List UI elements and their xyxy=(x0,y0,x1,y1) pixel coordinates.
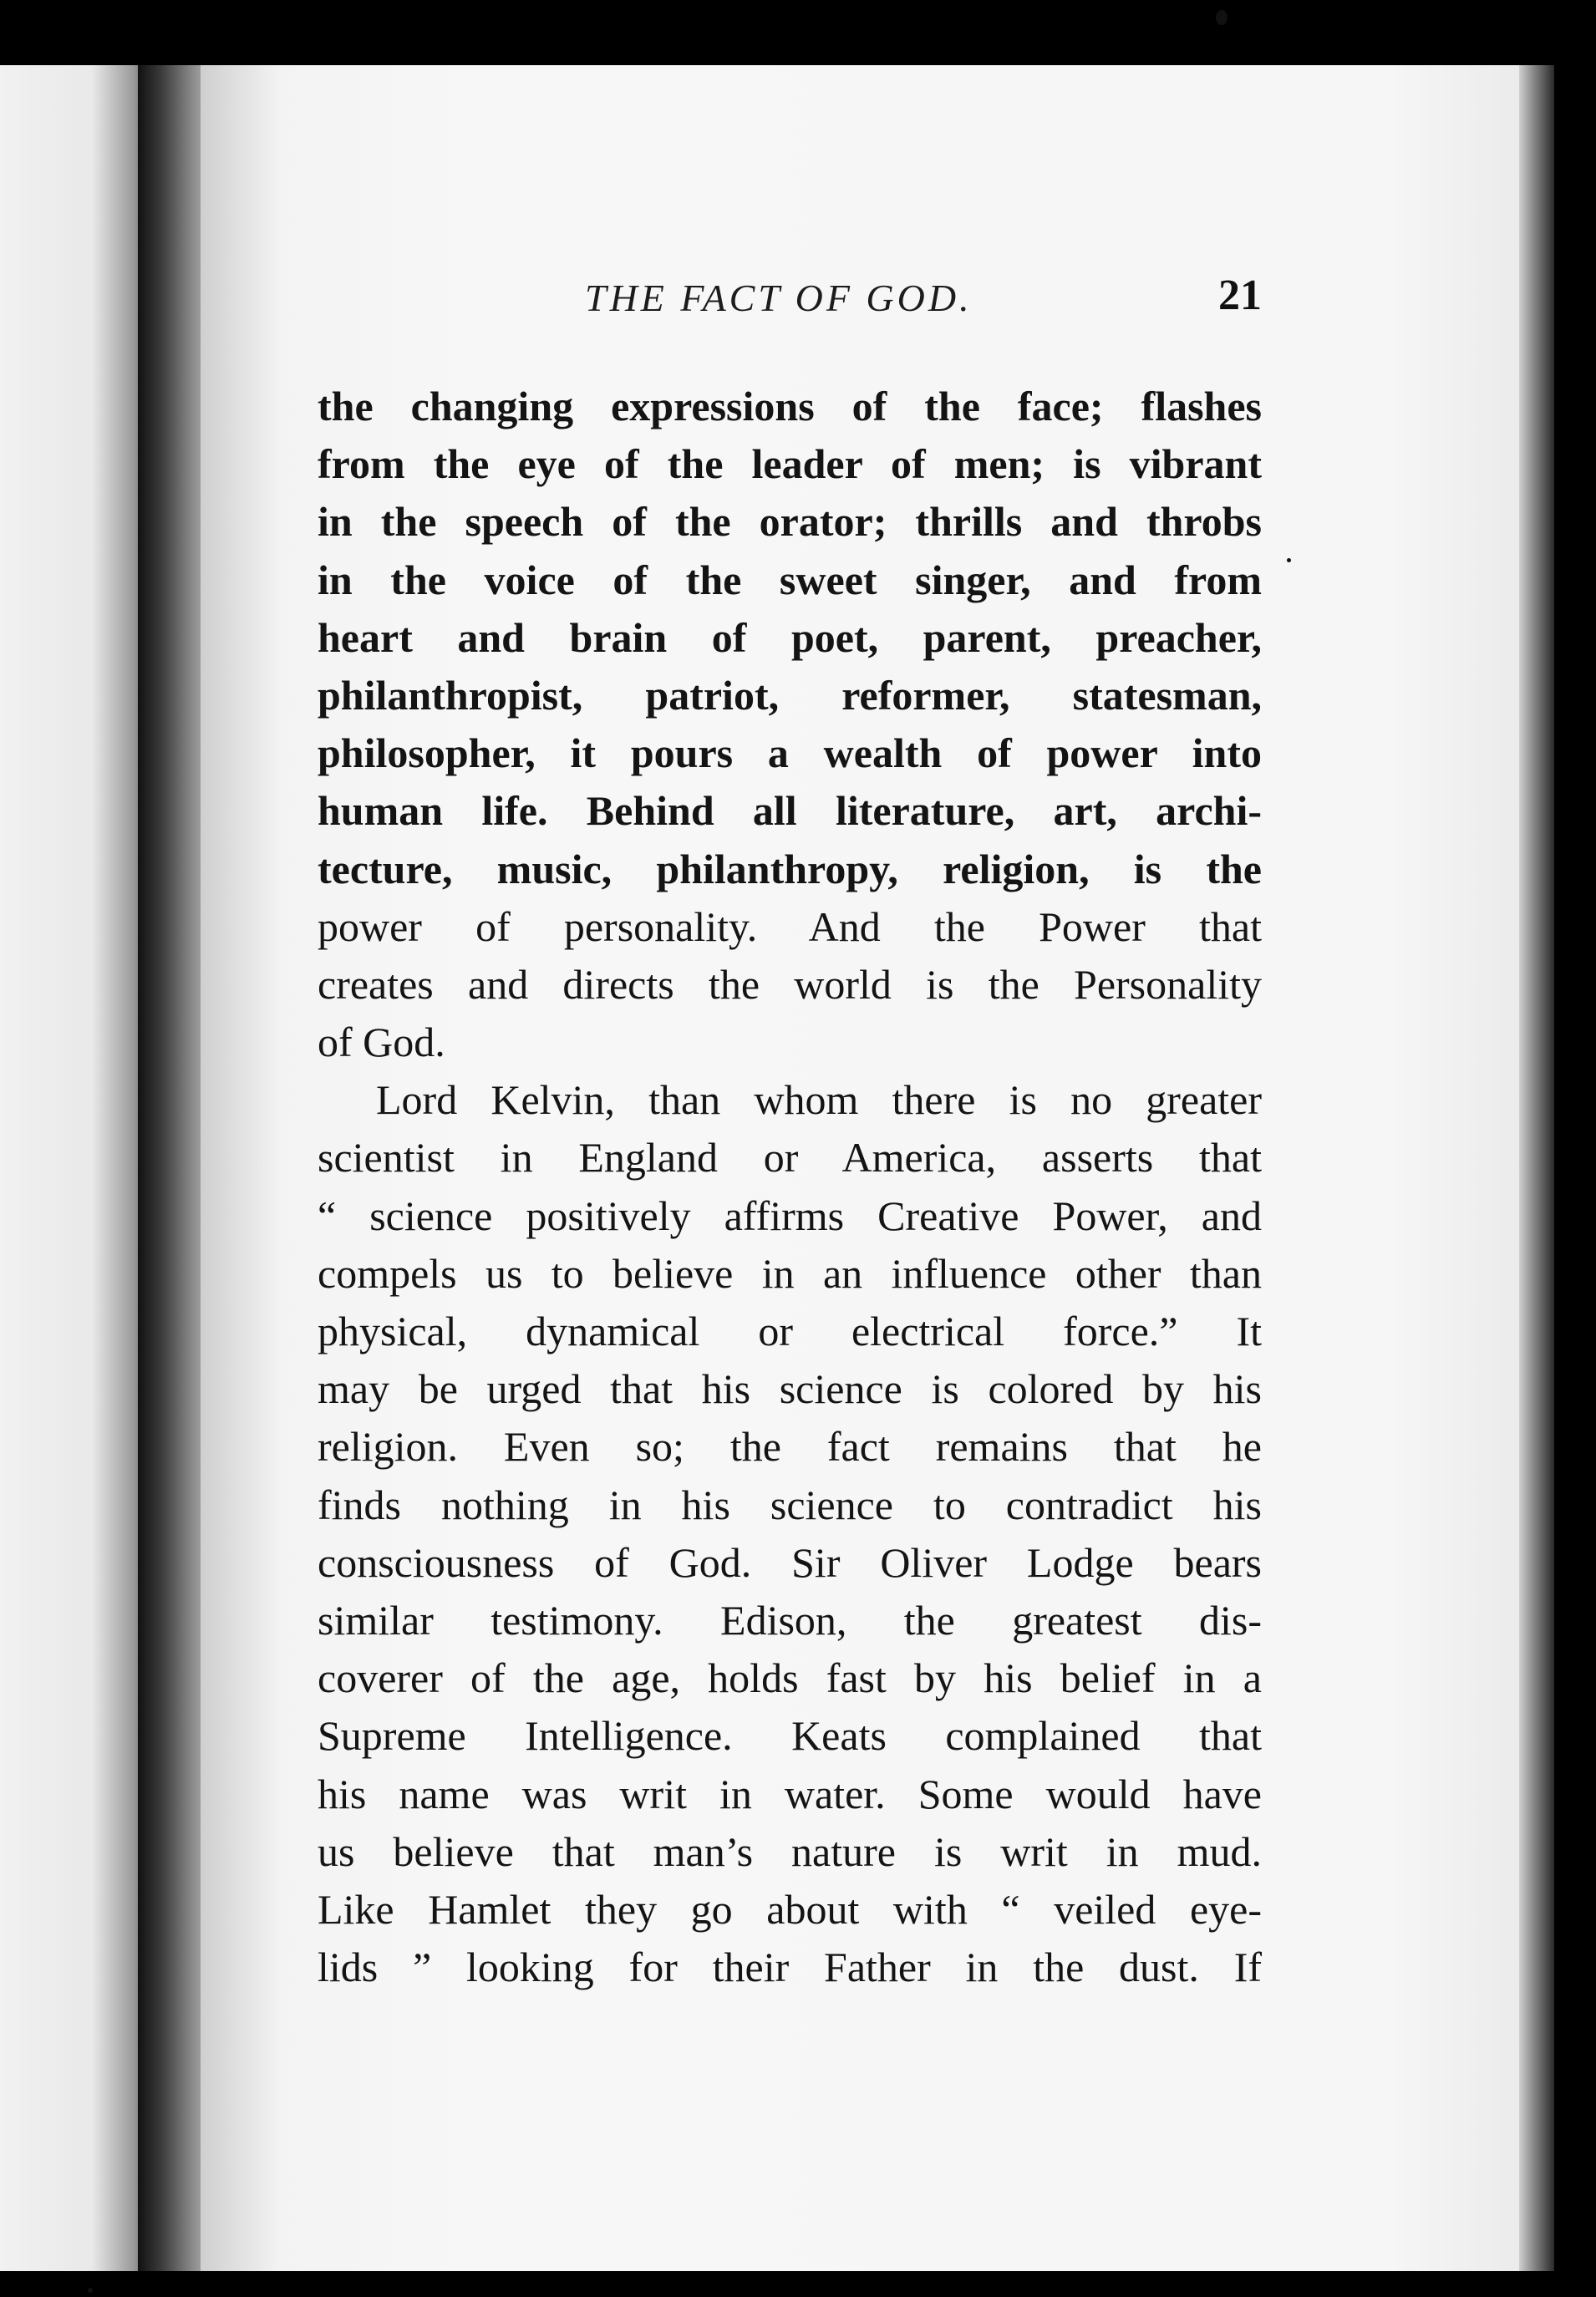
text-line: Lord Kelvin, than whom there is no greater xyxy=(376,1076,1262,1124)
text-line: in the speech of the orator; thrills and throbs xyxy=(318,498,1262,546)
text-line: Like Hamlet they go about with “ veiled eye- xyxy=(318,1885,1262,1933)
text-line: philosopher, it pours a wealth of power into xyxy=(318,729,1262,777)
body-text xyxy=(318,378,1262,1996)
text-line: physical, dynamical or electrical force.” It xyxy=(318,1308,1262,1354)
paragraph xyxy=(318,378,1262,1071)
text-line: Supreme Intelligence. Keats complained that xyxy=(318,1712,1262,1760)
text-line: scientist in England or America, asserts that xyxy=(318,1134,1262,1182)
text-line: tecture, music, philanthropy, religion, is the xyxy=(318,845,1262,892)
text-line: human life. Behind all literature, art, archi- xyxy=(318,787,1262,835)
text-line: from the eye of the leader of men; is vibrant xyxy=(318,440,1262,488)
running-head xyxy=(318,272,1262,343)
text-line: in the voice of the sweet singer, and from xyxy=(318,556,1262,603)
text-line: the changing expressions of the face; flashes xyxy=(318,383,1262,429)
text-line: his name was writ in water. Some would have xyxy=(318,1770,1262,1817)
text-line: may be urged that his science is colored by his xyxy=(318,1365,1262,1413)
text-line: creates and directs the world is the Personality xyxy=(318,960,1262,1008)
text-line: philanthropist, patriot, reformer, statesman, xyxy=(318,671,1262,719)
paragraph xyxy=(318,1071,1262,1996)
text-line: religion. Even so; the fact remains that he xyxy=(318,1423,1262,1471)
text-line: compels us to believe in an influence other than xyxy=(318,1249,1262,1297)
text-line: coverer of the age, holds fast by his belief in a xyxy=(318,1654,1262,1702)
text-line: finds nothing in his science to contradict his xyxy=(318,1481,1262,1528)
text-line: “ science positively affirms Creative Power, and xyxy=(318,1192,1262,1239)
text-line: us believe that man’s nature is writ in mud. xyxy=(318,1827,1262,1875)
text-line: consciousness of God. Sir Oliver Lodge bears xyxy=(318,1538,1262,1586)
text-line: similar testimony. Edison, the greatest dis- xyxy=(318,1596,1262,1644)
text-line: heart and brain of poet, parent, preacher, xyxy=(318,613,1262,661)
page-right-edge xyxy=(1519,65,1554,2271)
dust-speck xyxy=(1216,10,1227,25)
page-number: 21 xyxy=(1218,272,1262,319)
dust-speck xyxy=(1287,558,1291,562)
running-title: THE FACT OF GOD. xyxy=(585,277,973,319)
text-line: power of personality. And the Power that xyxy=(318,902,1262,950)
text-line: of God. xyxy=(318,1019,445,1066)
text-line: lids ” looking for their Father in the dust. If xyxy=(318,1944,1262,1991)
dust-speck xyxy=(88,2288,93,2293)
